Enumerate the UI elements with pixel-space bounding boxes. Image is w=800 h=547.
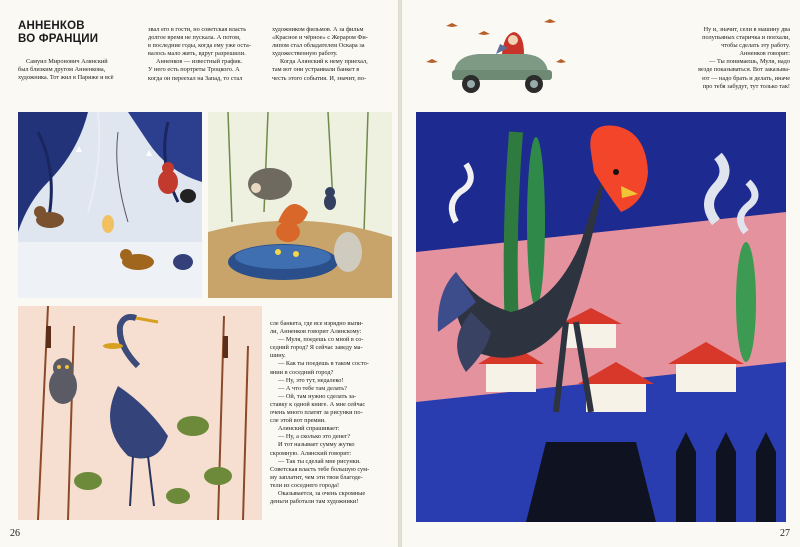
right-text-column bbox=[648, 26, 790, 91]
col3-bottom-line: — Ой, там нужно сделать за- bbox=[278, 392, 357, 400]
col3-line: художником фильмов. А за фильм bbox=[272, 26, 364, 33]
col3-bottom-line: тели из соседнего города! bbox=[270, 481, 340, 489]
hedgehog-squirrel-illustration bbox=[208, 112, 392, 298]
col2-line: звал его в гости, но советская власть bbox=[148, 26, 247, 33]
col3-line: там вот они устраивали банкет в bbox=[272, 66, 360, 74]
col3-line: честь этого события. И, значит, по- bbox=[272, 74, 366, 82]
text-column-3-bottom bbox=[270, 320, 392, 506]
col3-bottom-line: шину. bbox=[270, 352, 286, 360]
rooster-illustration bbox=[416, 112, 786, 522]
right-col-line: — Ты понимаешь, Муля, надо bbox=[709, 58, 790, 66]
text-column-3-top bbox=[272, 26, 392, 83]
col3-bottom-line: сле банкета, где все изрядно выпи- bbox=[270, 320, 364, 327]
col3-bottom-line: сле этой вот премии. bbox=[270, 417, 326, 425]
col1-line: Самуил Миронович Алянский bbox=[26, 58, 108, 65]
col3-bottom-line: — Так ты сделай мне рисунки. bbox=[278, 457, 361, 465]
right-col-line: Ну и, значит, сели в машину два bbox=[703, 26, 790, 33]
col2-line: когда он переехал на Запад, то стал bbox=[148, 74, 243, 82]
col3-bottom-line: И тот называет сумму жутко bbox=[278, 441, 355, 449]
col3-bottom-line: ли, Анненков говорит Алянскому: bbox=[270, 328, 362, 336]
heading-line-1: АННЕНКОВ bbox=[18, 20, 85, 32]
col3-bottom-line: — Муля, поедешь со мной в со- bbox=[278, 336, 364, 344]
car-vignette-illustration bbox=[416, 14, 566, 98]
right-col-line: полупьяных старичка и поехали, bbox=[702, 34, 790, 42]
col3-line: художественную работу. bbox=[272, 50, 338, 58]
col3-bottom-line: Советская власть тебе большую сум- bbox=[270, 465, 370, 473]
winter-animals-illustration bbox=[18, 112, 202, 298]
col3-line: липом стал обладателем Оскара за bbox=[272, 42, 365, 50]
right-col-line: про тебя забудут, тут только так! bbox=[702, 82, 790, 90]
col3-bottom-line: — Ну, это тут, недалеко! bbox=[278, 376, 344, 384]
page-number: 26 bbox=[10, 528, 20, 539]
right-col-line: ют — надо брать и делать, иначе bbox=[702, 74, 790, 82]
col3-line: Когда Алянский к нему приехал, bbox=[280, 58, 368, 66]
col3-bottom-line: деньги работали там художники! bbox=[270, 498, 359, 506]
right-page bbox=[402, 0, 800, 547]
col3-bottom-line: Алянский спрашивает: bbox=[278, 425, 340, 433]
heron-cat-illustration bbox=[18, 306, 262, 520]
col3-bottom-line: седний город? Я сейчас заведу ма- bbox=[270, 344, 363, 352]
col3-bottom-line: му заплатит, чем эти твои благоде- bbox=[270, 473, 363, 481]
right-col-line: чтобы сделать эту работу. bbox=[721, 42, 790, 50]
col3-bottom-line: — Ну, а сколько это денег? bbox=[278, 433, 351, 441]
right-col-line: везде показываться. Вот заказыва- bbox=[698, 66, 790, 74]
text-column-2 bbox=[148, 26, 266, 83]
col3-bottom-line: очень много платят за рисунки по- bbox=[270, 409, 363, 417]
col3-bottom-line: ставку к одной книге. А мне сейчас bbox=[270, 400, 366, 408]
right-col-line: Анненков говорит: bbox=[739, 50, 790, 58]
heading-line-2: ВО ФРАНЦИИ bbox=[18, 33, 99, 45]
col3-bottom-line: янии в соседний город? bbox=[270, 368, 334, 376]
col2-line: долгое время не пускала. А потом, bbox=[148, 34, 241, 42]
col2-line: Анненков — известный график. bbox=[156, 58, 243, 66]
col3-bottom-line: Оказывается, за очень скромные bbox=[278, 489, 366, 497]
col2-line: У него есть портреты Троцкого. А bbox=[148, 66, 240, 74]
left-page bbox=[0, 0, 398, 547]
col3-bottom-line: — Как ты поедешь в таком состо- bbox=[278, 360, 369, 368]
text-column-1 bbox=[18, 58, 140, 82]
col3-bottom-line: — А что тебе там делать? bbox=[278, 384, 347, 392]
col3-bottom-line: скромную. Алянский говорит: bbox=[270, 449, 352, 457]
col3-line: «Красное и чёрное» с Жераром Фи- bbox=[272, 34, 368, 42]
col1-line: художника. Тот жил в Париже и всё bbox=[18, 74, 114, 82]
article-heading bbox=[18, 20, 138, 46]
col1-line: был близким другом Анненкова, bbox=[18, 66, 106, 74]
col2-line: валось мало жить, вдруг разрешили. bbox=[148, 50, 246, 58]
page-number: 27 bbox=[780, 528, 790, 539]
col2-line: в последние годы, когда ему уже оста- bbox=[148, 42, 251, 50]
